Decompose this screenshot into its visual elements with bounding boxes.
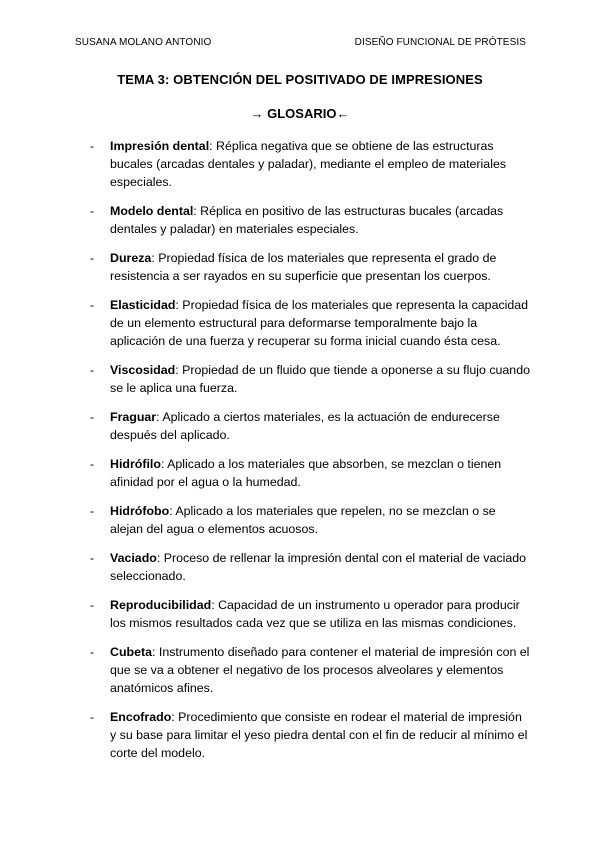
glossary-term: Impresión dental xyxy=(110,139,210,153)
bullet-dash: - xyxy=(90,251,95,265)
glossary-term: Viscosidad xyxy=(110,363,176,377)
glossary-entry xyxy=(90,249,530,285)
glossary-entry xyxy=(90,596,530,632)
glossary-definition: : Réplica en positivo de las estructuras bucales (arcadas dentales y paladar) en materiales especiales. xyxy=(110,204,504,236)
glossary-definition: : Capacidad de un instrumento u operador para producir los mismos resultados cada vez que se utiliza en las mismas condiciones. xyxy=(110,598,520,630)
bullet-dash: - xyxy=(90,363,95,377)
bullet-dash: - xyxy=(90,410,95,424)
glossary-entry xyxy=(90,643,530,697)
glossary-entry xyxy=(90,296,530,350)
glossary-definition: : Proceso de rellenar la impresión dental con el material de vaciado seleccionado. xyxy=(110,551,527,583)
glossary-term: Fraguar xyxy=(110,410,157,424)
glossary-term: Dureza xyxy=(110,251,152,265)
glossary-list xyxy=(90,137,530,773)
glossary-definition: : Réplica negativa que se obtiene de las estructuras bucales (arcadas dentales y paladar), mediante el empleo de materiales especiales. xyxy=(110,139,507,189)
glossary-definition: : Propiedad física de los materiales que representa la capacidad de un elemento estructural para deformarse temporalmente bajo la aplicación de una fuerza y recuperar su forma inicial cuando ésta cesa. xyxy=(110,298,529,348)
header-author: SUSANA MOLANO ANTONIO xyxy=(75,37,212,48)
glossary-term: Encofrado xyxy=(110,710,172,724)
glossary-entry xyxy=(90,408,530,444)
glossary-definition: : Aplicado a ciertos materiales, es la actuación de endurecerse después del aplicado. xyxy=(110,410,500,442)
glossary-definition: : Propiedad de un fluido que tiende a oponerse a su flujo cuando se le aplica una fuerza. xyxy=(110,363,530,395)
glossary-entry xyxy=(90,549,530,585)
glossary-definition: : Procedimiento que consiste en rodear el material de impresión y su base para limitar el yeso piedra dental con el fin de reducir al mínimo el corte del modelo. xyxy=(110,710,528,760)
glossary-term: Hidrófilo xyxy=(110,457,161,471)
glossary-entry xyxy=(90,202,530,238)
bullet-dash: - xyxy=(90,457,95,471)
glossary-term: Cubeta xyxy=(110,645,152,659)
glossary-term: Elasticidad xyxy=(110,298,176,312)
glossary-entry xyxy=(90,502,530,538)
glossary-term: Reproducibilidad xyxy=(110,598,212,612)
header-subject: DISEÑO FUNCIONAL DE PRÓTESIS xyxy=(354,37,526,48)
page-header xyxy=(75,37,526,51)
glossary-term: Vaciado xyxy=(110,551,157,565)
glossary-definition: : Instrumento diseñado para contener el material de impresión con el que se va a obtener el negativo de los procesos alveolares y elementos anatómicos afines. xyxy=(110,645,530,695)
bullet-dash: - xyxy=(90,504,95,518)
glossary-entry xyxy=(90,137,530,191)
bullet-dash: - xyxy=(90,645,95,659)
glossary-term: Modelo dental xyxy=(110,204,194,218)
glossary-definition: : Aplicado a los materiales que repelen, no se mezclan o se alejan del agua o elementos acuosos. xyxy=(110,504,496,536)
glossary-definition: : Propiedad física de los materiales que representa el grado de resistencia a ser rayados en su superficie que presentan los cuerpos. xyxy=(110,251,497,283)
bullet-dash: - xyxy=(90,298,95,312)
glossary-definition: : Aplicado a los materiales que absorben, se mezclan o tienen afinidad por el agua o la humedad. xyxy=(110,457,502,489)
bullet-dash: - xyxy=(90,598,95,612)
page-title: TEMA 3: OBTENCIÓN DEL POSITIVADO DE IMPRESIONES xyxy=(117,72,483,87)
bullet-dash: - xyxy=(90,139,95,153)
glossary-term: Hidrófobo xyxy=(110,504,170,518)
glossary-entry xyxy=(90,455,530,491)
bullet-dash: - xyxy=(90,710,95,724)
bullet-dash: - xyxy=(90,551,95,565)
glossary-entry xyxy=(90,361,530,397)
section-subtitle: → GLOSARIO← xyxy=(250,106,350,121)
bullet-dash: - xyxy=(90,204,95,218)
glossary-entry xyxy=(90,708,530,762)
